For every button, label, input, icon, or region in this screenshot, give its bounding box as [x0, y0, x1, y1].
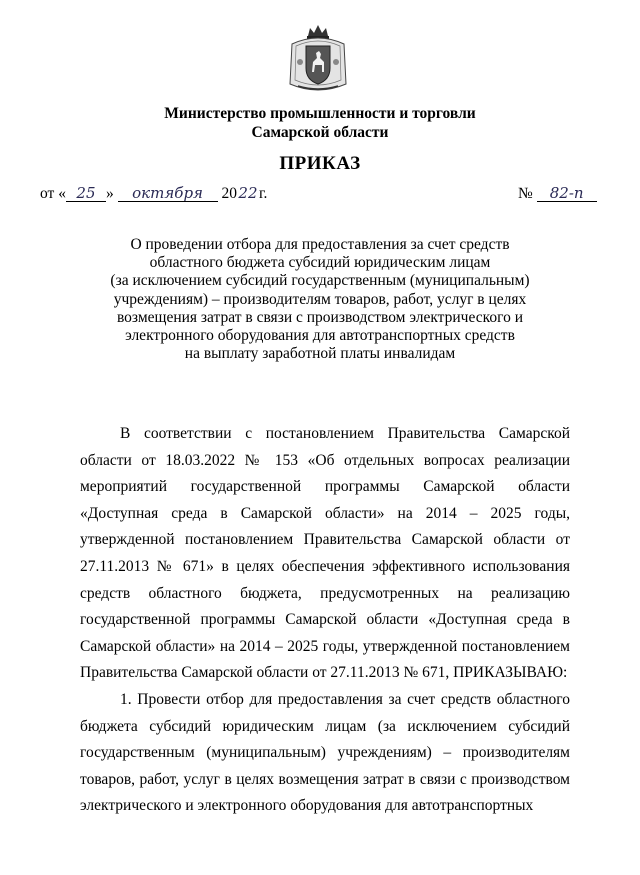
date-year-suffix-handwritten: 22: [238, 184, 258, 202]
body-paragraph-preamble: В соответствии с постановлением Правительства Самарской области от 18.03.2022 № 153 «Об отдельных вопросах реализации мероприятий государственной программы Самарской области «Доступная среда в Самарской области» на 2014 – 2025 годы, утвержденной постановлением Правительства Самарской области от 27.11.2013 № 671» в целях обеспечения эффективного использования средств областного бюджета, предусмотренных на реализацию государственной программы Самарской области «Доступная среда в Самарской области» на 2014 – 2025 годы, утвержденной постановлением Правительства Самарской области от 27.11.2013 № 671, ПРИКАЗЫВАЮ:: [80, 425, 570, 682]
subject-line: возмещения затрат в связи с производством электрического и: [116, 308, 524, 326]
ministry-line-2: Самарской области: [251, 124, 389, 141]
ministry-line-1: Министерство промышленности и торговли: [164, 105, 476, 122]
ministry-name: [100, 104, 540, 142]
document-number: [518, 185, 597, 203]
subject-line: на выплату заработной платы инвалидам: [184, 345, 456, 363]
subject-line: областного бюджета субсидий юридическим лицам: [149, 254, 491, 272]
subject-line: (за исключением субсидий государственным (муниципальным): [110, 272, 530, 290]
subject-line: О проведении отбора для предоставления за счет средств: [130, 236, 510, 253]
date-month-handwritten: октября: [118, 186, 218, 202]
date-mid: »: [105, 185, 114, 202]
document-body: [80, 421, 570, 820]
date-year-prefix: 20: [221, 185, 237, 202]
document-date: [40, 185, 267, 203]
subject-line: учреждениям) – производителям товаров, работ, услуг в целях: [113, 290, 527, 308]
date-prefix: от «: [40, 185, 66, 202]
number-value-handwritten: 82-п: [537, 186, 597, 202]
number-prefix: №: [518, 185, 533, 202]
date-day-handwritten: 25: [66, 186, 106, 202]
body-paragraph-item-1: 1. Провести отбор для предоставления за счет средств областного бюджета субсидий юридическим лицам (за исключением субсидий государственным (муниципальным) учреждениям) – производителям товаров, работ, услуг в целях возмещения затрат в связи с производством электрического и электронного оборудования для автотранспортных: [80, 690, 570, 815]
subject-line: электронного оборудования для автотранспортных средств: [125, 327, 515, 345]
document-type-title: ПРИКАЗ: [279, 153, 361, 174]
date-suffix: г.: [258, 185, 268, 202]
document-subject: [80, 236, 560, 363]
coat-of-arms-icon: [286, 22, 350, 96]
